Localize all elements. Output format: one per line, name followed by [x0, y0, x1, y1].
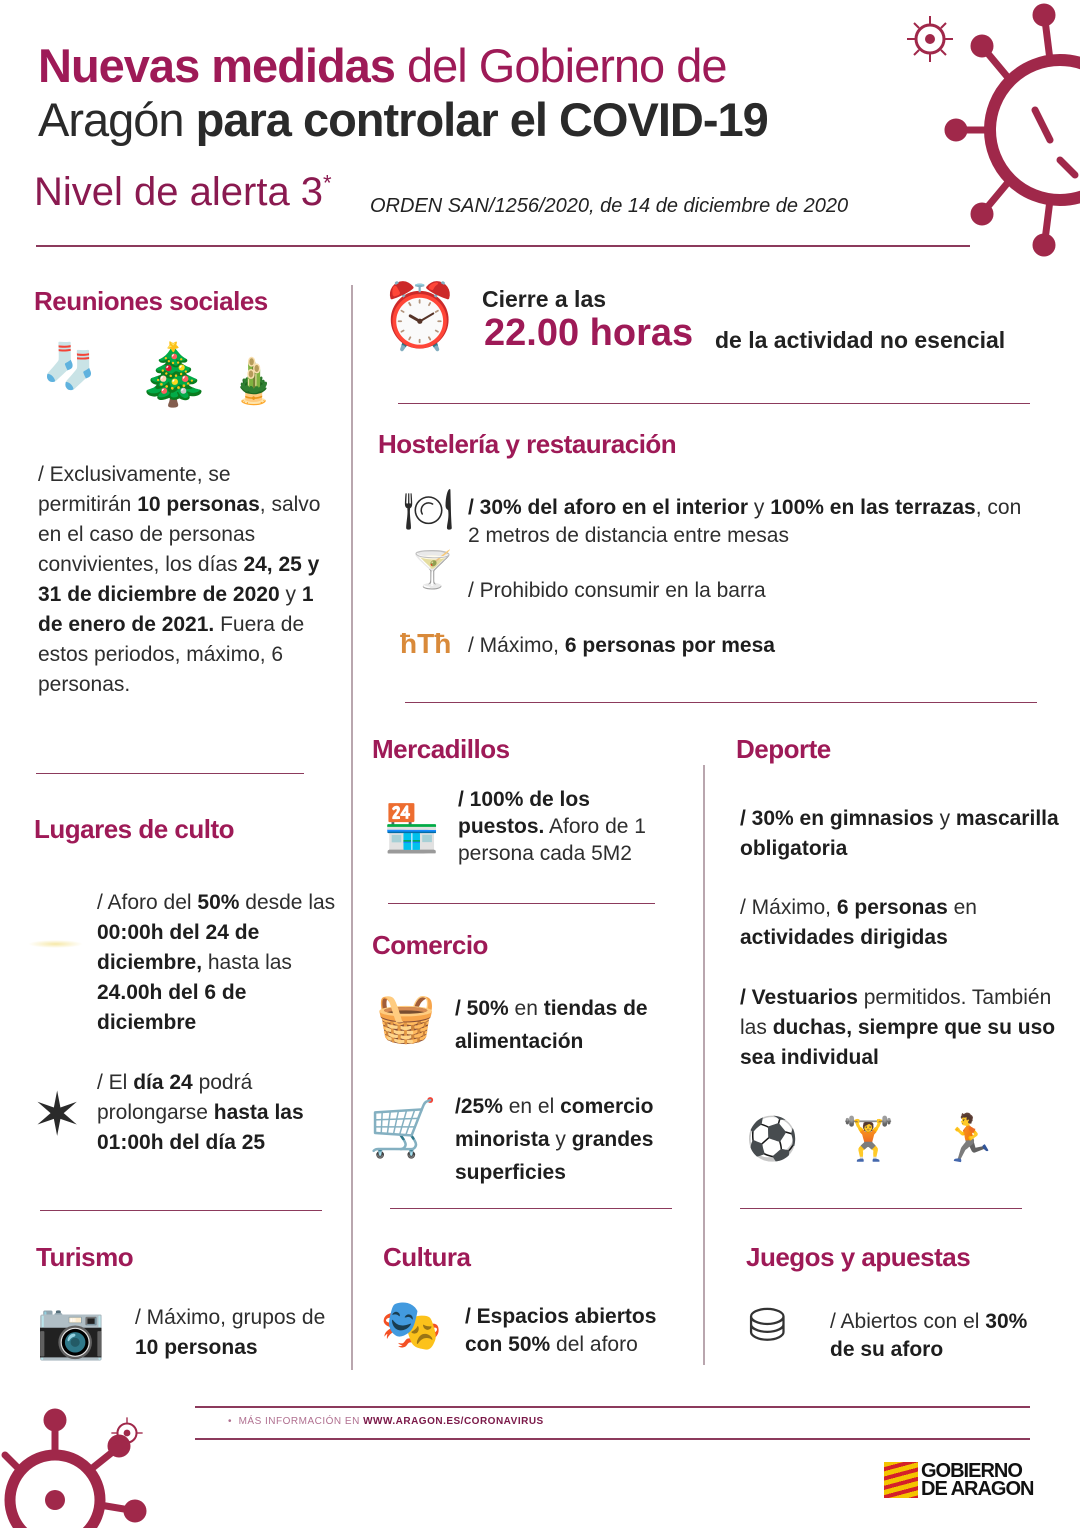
text: en	[508, 997, 544, 1020]
theater-masks-icon: 🎭	[380, 1297, 443, 1353]
reuniones-text	[38, 460, 323, 700]
text: Fuera de estos periodos, máximo, 6 personas.	[38, 613, 305, 696]
bullet: •	[228, 1416, 239, 1427]
bold-text: / Espacios abiertos con 50%	[465, 1305, 657, 1356]
text: podrá prolongarse	[97, 1071, 253, 1124]
divider	[388, 903, 655, 904]
glow-icon	[28, 940, 83, 948]
text: / Exclusivamente, se permitirán	[38, 463, 231, 516]
hosteleria-heading: Hostelería y restauración	[378, 429, 677, 459]
bold-text: para controlar el COVID-19	[195, 93, 768, 146]
bold-text: 100% en las terrazas	[770, 496, 976, 519]
mercadillos-heading: Mercadillos	[372, 734, 510, 764]
bold-text: tiendas de alimentación	[455, 997, 648, 1053]
reuniones-heading: Reuniones sociales	[34, 286, 268, 316]
juegos-heading: Juegos y apuestas	[746, 1242, 971, 1272]
text: desde las	[239, 891, 336, 914]
culto-text-1	[97, 888, 347, 1038]
text: / Máximo,	[468, 634, 565, 657]
alert-level	[34, 170, 332, 215]
text: y	[549, 1128, 572, 1151]
gobierno-aragon-logo	[884, 1462, 1033, 1498]
bold-text: comercio minorista	[455, 1095, 654, 1151]
logo-line-2: DE ARAGON	[921, 1478, 1034, 1500]
basket-icon: 🧺	[376, 992, 436, 1045]
culto-heading: Lugares de culto	[34, 814, 235, 844]
text: en el	[502, 1095, 561, 1118]
market-stall-icon: 🏪	[383, 802, 441, 854]
bold-text: /25%	[455, 1095, 503, 1118]
divider	[398, 403, 1030, 404]
bold-text: 24, 25 y 31 de diciembre de 2020	[38, 553, 320, 606]
info-link[interactable]: WWW.ARAGON.ES/CORONAVIRUS	[363, 1416, 544, 1427]
divider	[195, 1438, 1030, 1440]
bold-text: 50%	[197, 891, 240, 914]
text: hasta las	[202, 951, 292, 974]
comercio-text-1	[455, 992, 695, 1058]
weightlifter-icon: 🏋	[842, 1115, 895, 1162]
text: / Aforo del	[97, 891, 198, 914]
bold-text: / 30% del aforo en el interior	[468, 496, 749, 519]
bold-text: / 30% en gimnasios	[740, 807, 934, 830]
stocking-icon: 🧦	[42, 342, 97, 391]
text: / El	[97, 1071, 134, 1094]
poker-chips-icon: ⛁	[748, 1299, 787, 1351]
bold-text: 00:00h del 24 de diciembre,	[97, 921, 260, 974]
text: y	[933, 807, 956, 830]
cierre-rest: de la actividad no esencial	[715, 327, 1006, 353]
mercadillos-text	[458, 786, 673, 867]
column-divider	[351, 285, 353, 1370]
text: Aragón	[38, 93, 196, 146]
alarm-clock-icon: ⏰	[380, 280, 460, 352]
juegos-text	[830, 1308, 1030, 1364]
divider	[390, 1208, 672, 1209]
bold-text: grandes superficies	[455, 1128, 654, 1184]
bold-text: hasta las 01:00h del día 25	[97, 1101, 304, 1154]
soccer-ball-icon: ⚽	[746, 1115, 799, 1162]
small-virus-icon	[905, 14, 955, 64]
text: permitidos. También las	[740, 986, 1052, 1039]
text: del aforo	[550, 1333, 638, 1356]
divider	[40, 1210, 322, 1211]
divider	[36, 245, 970, 247]
deporte-text-1	[740, 804, 1060, 864]
bold-text: 6 personas por mesa	[564, 634, 775, 657]
text: , con 2 metros de distancia entre mesas	[468, 496, 1022, 547]
asterisk: *	[323, 170, 332, 196]
small-virus-icon	[110, 1416, 144, 1450]
virus-icon	[940, 0, 1080, 260]
column-divider	[703, 765, 705, 1365]
hosteleria-row-1	[468, 494, 1038, 550]
text: del Gobierno de	[394, 39, 727, 92]
alert-level-text: Nivel de alerta 3	[34, 170, 324, 214]
divider	[195, 1406, 1030, 1408]
bold-text: 10 personas	[135, 1336, 258, 1359]
text: , salvo en el caso de personas convivientes, los días	[38, 493, 321, 576]
text: / Abiertos con el	[830, 1310, 986, 1333]
deporte-text-2	[740, 893, 1060, 953]
turismo-heading: Turismo	[36, 1242, 134, 1272]
food-tray-icon: 🍽	[403, 488, 454, 532]
text: en	[947, 896, 977, 919]
shopping-cart-icon: 🛒	[368, 1096, 438, 1159]
cierre-line: Cierre a las	[482, 286, 607, 312]
text: y	[748, 496, 771, 519]
bold-text: día 24	[133, 1071, 193, 1094]
ornaments-icon: 🎍	[226, 357, 281, 406]
text: / Máximo,	[740, 896, 837, 919]
comercio-text-2	[455, 1090, 700, 1189]
cultura-heading: Cultura	[383, 1242, 471, 1272]
divider	[36, 773, 304, 774]
title-line-1	[38, 38, 726, 93]
bold-text: / Vestuarios	[740, 986, 858, 1009]
bold-text: mascarilla obligatoria	[740, 807, 1059, 860]
bold-text: 30% de su aforo	[830, 1310, 1028, 1361]
bold-text: duchas, siempre que su uso sea individual	[740, 1016, 1056, 1069]
bold-text: / 100% de los puestos.	[458, 788, 590, 838]
bold-text: 10 personas	[137, 493, 260, 516]
bold-text: actividades dirigidas	[740, 926, 948, 949]
star-icon: ✶	[32, 1081, 83, 1148]
runner-icon: 🏃	[940, 1112, 998, 1164]
text: Aforo de 1 persona cada 5M2	[458, 815, 646, 865]
bold-text: 6 personas	[836, 896, 948, 919]
bold-text: 1 de enero de 2021.	[38, 583, 314, 636]
bold-text: Nuevas medidas	[38, 39, 395, 92]
logo-line-1: GOBIERNO	[921, 1460, 1022, 1482]
text: y	[279, 583, 302, 606]
christmas-tree-icon: 🎄	[136, 341, 211, 408]
deporte-text-3	[740, 983, 1060, 1073]
info-prefix: MÁS INFORMACIÓN EN	[238, 1416, 364, 1427]
hosteleria-row-2	[468, 576, 766, 606]
turismo-text	[135, 1303, 335, 1363]
comercio-heading: Comercio	[372, 930, 488, 960]
divider	[405, 702, 1037, 703]
order-reference: ORDEN SAN/1256/2020, de 14 de diciembre de 2020	[370, 195, 849, 217]
divider	[740, 1208, 1022, 1209]
more-info	[228, 1416, 544, 1427]
text: / Prohibido consumir en la barra	[468, 579, 766, 602]
cocktail-icon: 🍸	[410, 549, 455, 590]
title-line-2	[38, 92, 768, 147]
table-chairs-icon: ħTħ	[400, 628, 452, 659]
culto-text-2	[97, 1068, 342, 1158]
aragon-flag-icon	[884, 1462, 918, 1498]
text: / Máximo, grupos de	[135, 1306, 326, 1329]
bold-text: 24.00h del 6 de diciembre	[97, 981, 247, 1034]
cierre-hours: 22.00 horas	[484, 312, 694, 354]
camera-icon: 📷	[36, 1298, 106, 1361]
bold-text: / 50%	[455, 997, 509, 1020]
hosteleria-row-3	[468, 631, 775, 661]
cultura-text	[465, 1303, 695, 1359]
deporte-heading: Deporte	[736, 734, 831, 764]
